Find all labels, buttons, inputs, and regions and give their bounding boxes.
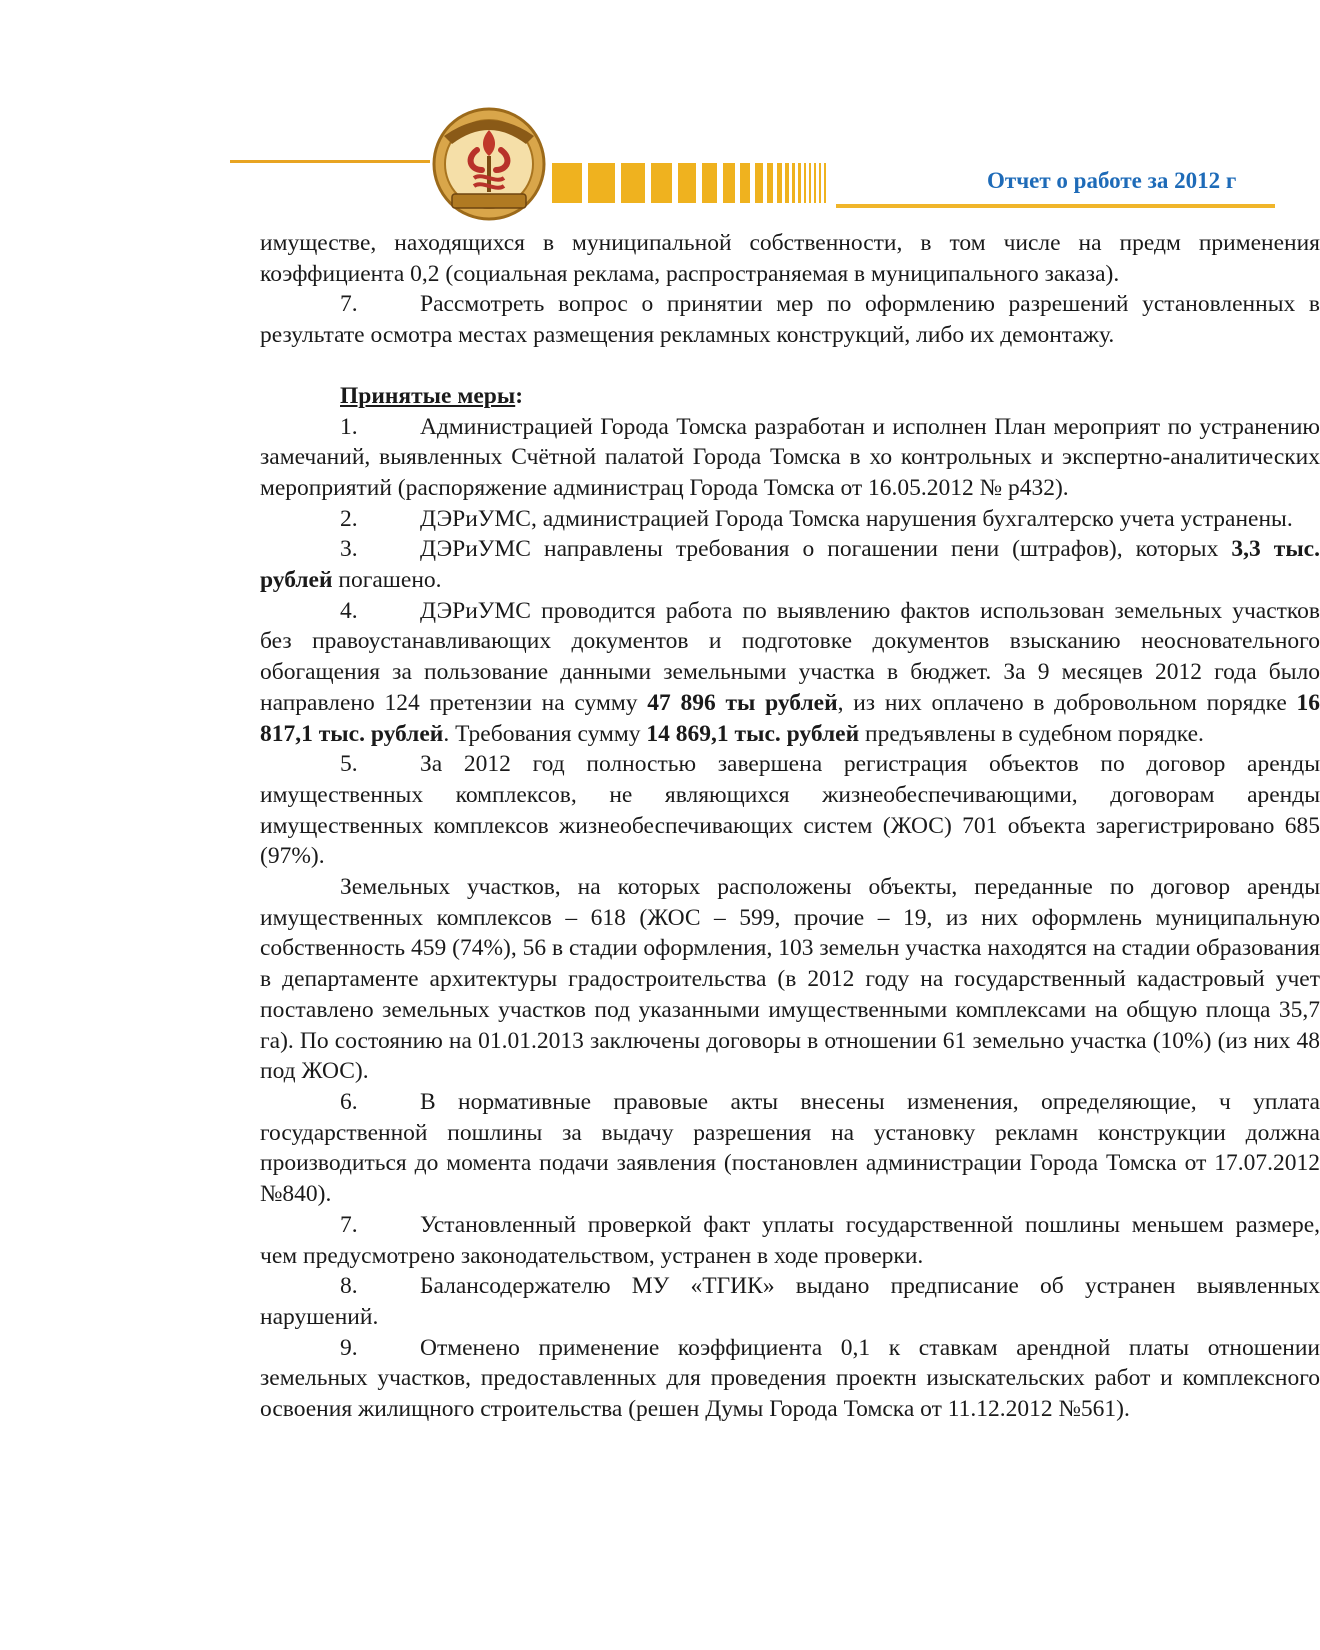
section-heading bbox=[340, 381, 1320, 412]
amount-highlight: 3,3 тыс. рублей bbox=[260, 536, 1320, 594]
header-rule-left bbox=[230, 160, 430, 163]
intro-paragraph: имуществе, находящихся в муниципальной собственности, в том числе на предм применения коэффициента 0,2 (социальная реклама, распространяемая в муниципального заказа). bbox=[260, 230, 1320, 287]
item-number: 9. bbox=[340, 1334, 358, 1361]
item-text: Балансодержателю МУ «ТГИК» выдано предписание об устранен выявленных нарушений. bbox=[260, 1273, 1320, 1330]
item-number: 2. bbox=[340, 505, 358, 532]
item-text: . Требования сумму bbox=[443, 720, 647, 747]
item-number: 7. bbox=[340, 1211, 358, 1238]
section-heading-colon: : bbox=[515, 382, 524, 409]
item-text: предъявлены в судебном порядке. bbox=[859, 720, 1204, 747]
measure-item-2 bbox=[260, 504, 1320, 535]
report-title: Отчет о работе за 2012 г bbox=[987, 168, 1237, 193]
measure-item-9 bbox=[260, 1333, 1320, 1425]
item-text: Установленный проверкой факт уплаты государственной пошлины меньшем размере, чем предусмотрено законодательством, устранен в ходе проверки. bbox=[260, 1211, 1320, 1269]
item-text: , из них оплачено в добровольном порядке bbox=[837, 689, 1297, 716]
item-text: погашено. bbox=[332, 567, 442, 594]
item-text: Отменено применение коэффициента 0,1 к ставкам арендной платы отношении земельных участков, предоставленных для проведения проектн изыскательских работ и комплексного освоения жилищного строительства (решен Думы Города Томска от 11.12.2012 №561). bbox=[260, 1334, 1320, 1423]
emblem-logo bbox=[430, 106, 548, 222]
measure-item-1 bbox=[260, 412, 1320, 504]
document-body bbox=[260, 228, 1320, 1425]
item-text: ДЭРиУМС проводится работа по выявлению фактов использован земельных участков без правоустанавливающих документов и подготовке документов взысканию неосновательного обогащения за пользование данными земельными участка в бюджет. За 9 месяцев 2012 года было направлено 124 претензии на сумму bbox=[260, 597, 1320, 716]
measure-item-7 bbox=[260, 1210, 1320, 1271]
item-text: ДЭРиУМС направлены требования о погашении пени (штрафов), которых bbox=[420, 536, 1232, 563]
item-number: 1. bbox=[340, 413, 358, 440]
measure-item-4 bbox=[260, 596, 1320, 750]
item-number: 3. bbox=[340, 536, 358, 563]
section-heading-text: Принятые меры bbox=[340, 382, 516, 409]
header-decorative-bars bbox=[552, 163, 837, 203]
measure-item-8 bbox=[260, 1271, 1320, 1332]
item-text: ДЭРиУМС, администрацией Города Томска нарушения бухгалтерско учета устранены. bbox=[420, 505, 1293, 532]
item-text: Администрацией Города Томска разработан и исполнен План мероприят по устранению замечаний, выявленных Счётной палатой Города Томска в хо контрольных и экспертно-аналитических мероприятий (распоряжение администрац Города Томска от 16.05.2012 № р432). bbox=[260, 413, 1320, 501]
measure-item-6 bbox=[260, 1087, 1320, 1210]
item-number: 7. bbox=[340, 291, 358, 318]
page-header bbox=[0, 0, 1275, 225]
item-number: 4. bbox=[340, 597, 358, 624]
item-number: 6. bbox=[340, 1088, 358, 1115]
item-text: За 2012 год полностью завершена регистрация объектов по договор аренды имущественных комплексов, не являющихся жизнеобеспечивающими, договорам аренды имущественных комплексов жизнеобеспечивающих систем (ЖОС) 701 объекта зарегистрировано 685 (97%). bbox=[260, 751, 1320, 870]
item-number: 8. bbox=[340, 1273, 358, 1300]
item-text: Рассмотреть вопрос о принятии мер по оформлению разрешений установленных в результате осмотра местах размещения рекламных конструкций, либо их демонтажу. bbox=[260, 291, 1320, 349]
item-number: 5. bbox=[340, 751, 358, 778]
land-plots-paragraph: Земельных участков, на которых расположены объекты, переданные по договор аренды имущественных комплексов – 618 (ЖОС – 599, прочие – 19, из них оформлень муниципальную собственность 459 (74%), 56 в стадии оформления, 103 земельн участка находятся на стадии образования в департаменте архитектуры градостроительства (в 2012 году на государственный кадастровый учет поставлено земельных участков под указанными имущественными комплексами на общую площа 35,7 га). По состоянию на 01.01.2013 заключены договоры в отношении 61 земельно участка (10%) (из них 48 под ЖОС). bbox=[260, 874, 1320, 1085]
item-text: В нормативные правовые акты внесены изменения, определяющие, ч уплата государственной пошлины за выдачу разрешения на установку рекламн конструкции должна производиться до момента подачи заявления (постановлен администрации Города Томска от 17.07.2012 №840). bbox=[260, 1088, 1320, 1208]
measure-item-3 bbox=[260, 534, 1320, 595]
amount-highlight: 47 896 ты рублей bbox=[647, 689, 838, 716]
amount-highlight: 16 817,1 тыс. рублей bbox=[260, 689, 1320, 747]
intro-item-7 bbox=[260, 289, 1320, 350]
measure-item-5 bbox=[260, 749, 1320, 872]
amount-highlight: 14 869,1 тыс. рублей bbox=[646, 720, 860, 747]
header-rule-right bbox=[836, 204, 1275, 208]
